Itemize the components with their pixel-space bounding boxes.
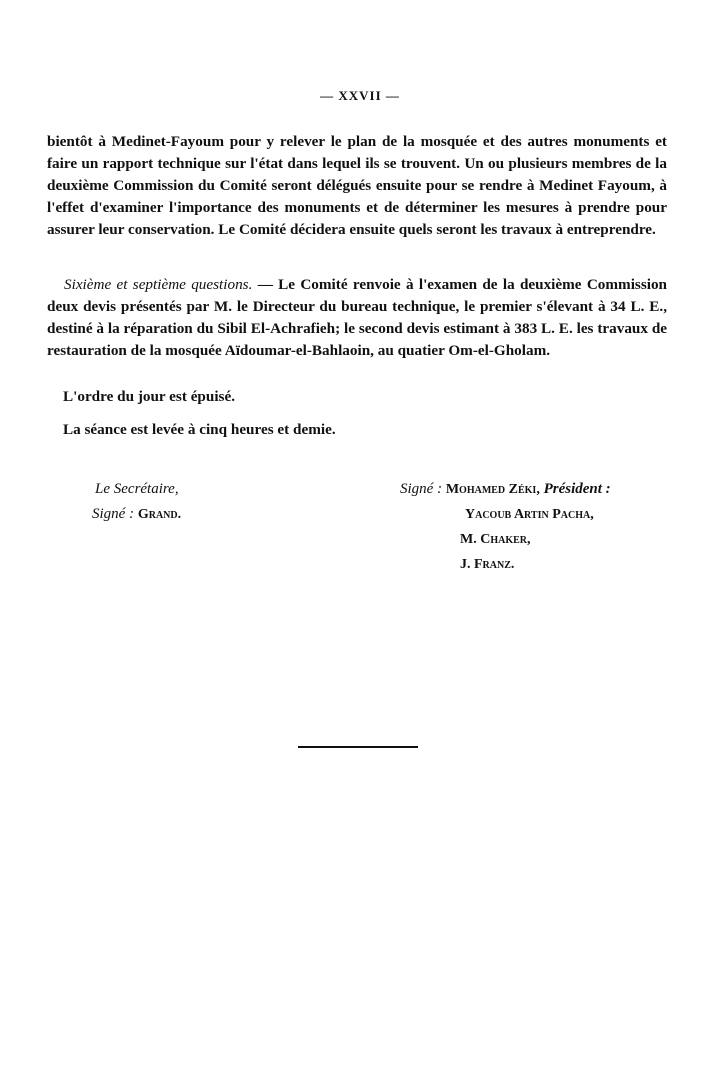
paragraph-body: — Le Comité renvoie à l'examen de la deuxième Commission deux devis présentés par M. le Directeur du bureau technique, le premier s'élevant à 34 L. E., destiné à la réparation du Sibil El-Achrafieh; le second devis estimant à 383 L. E. les travaux de restauration de la mosquée Aïdoumar-el-Bahlaoin, au quatier Om-el-Gholam.	[47, 276, 667, 359]
signatory-name	[465, 503, 594, 526]
paragraph-session-adjourned: La séance est levée à cinq heures et demie.	[63, 421, 336, 438]
secretary-title: Le Secrétaire,	[95, 481, 179, 497]
signatory-name	[460, 553, 514, 576]
paragraph-sixth-seventh-questions	[47, 274, 667, 362]
page-number: — XXVII —	[320, 88, 400, 103]
paragraph-fayoum-inspection: bientôt à Medinet-Fayoum pour y relever le plan de la mosquée et des autres monuments et faire un rapport technique sur l'état dans lequel ils se trouvent. Un ou plusieurs membres de la deuxième Commission du Comité seront délégués ensuite pour se rendre à Medinet Fayoum, à l'effet d'examiner l'importance des monuments et de déterminer les mesures à prendre pour assurer leur conservation. Le Comité décidera ensuite quels seront les travaux à entreprendre.	[47, 133, 667, 238]
closing-rule	[298, 746, 418, 748]
paragraph-agenda-closed: L'ordre du jour est épuisé.	[63, 388, 235, 405]
signatory-name-text: M. Chaker,	[460, 532, 531, 547]
president-name: Mohamed Zéki,	[445, 482, 540, 497]
president-signature	[400, 478, 611, 501]
signe-label: Signé :	[400, 481, 443, 497]
signatory-name-text: J. Franz.	[460, 557, 515, 572]
paragraph-lead-heading: Sixième et septième questions.	[64, 276, 253, 293]
signatory-name-text: Yacoub Artin Pacha,	[465, 507, 594, 522]
signe-label: Signé :	[92, 506, 135, 522]
secretary-signature	[92, 503, 181, 526]
secretary-name: Grand.	[137, 507, 182, 522]
signatory-name	[460, 528, 531, 551]
president-role: Président :	[543, 481, 611, 497]
